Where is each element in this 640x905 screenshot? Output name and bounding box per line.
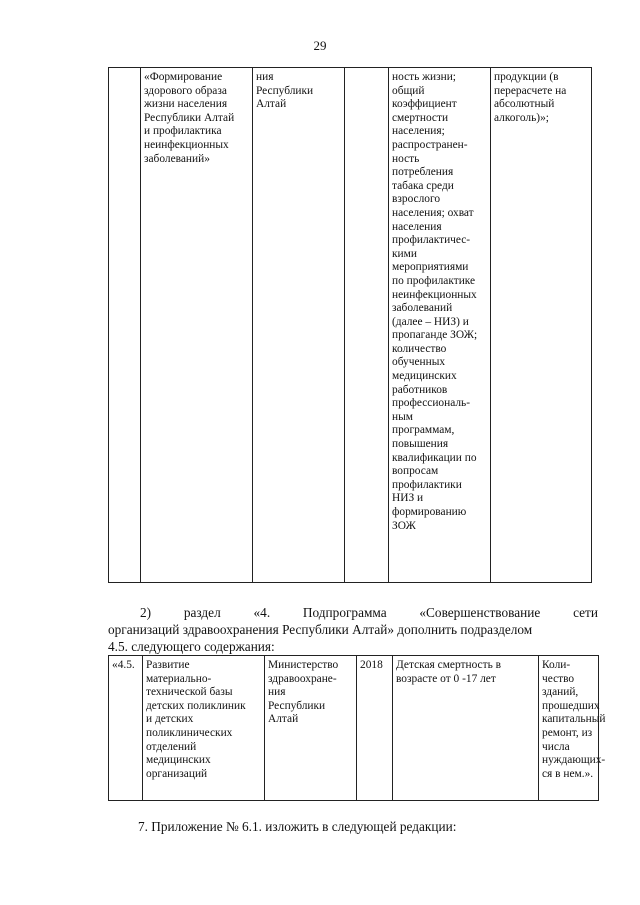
- paragraph-line-2: организаций здравоохранения Республики Алтай» дополнить подразделом: [108, 622, 533, 637]
- indicator-line: программам,: [392, 424, 455, 437]
- indicator-line: табака среди: [392, 179, 454, 192]
- cell-num: «4.5.: [109, 656, 143, 801]
- indicator-line: коэффициент: [392, 98, 457, 111]
- indicator-line: кими: [392, 247, 417, 260]
- indicator-line: медицинских: [392, 370, 457, 383]
- indicator-line: профилактичес-: [392, 234, 471, 247]
- indicator-line: взрослого: [392, 193, 441, 206]
- paragraph-item-7: 7. Приложение № 6.1. изложить в следующей редакции:: [138, 819, 457, 834]
- indicator-line: распространен-: [392, 138, 468, 151]
- indicator-line: количество: [392, 342, 447, 355]
- indicator-line: ным: [392, 410, 413, 423]
- cell-indicators: [389, 68, 491, 583]
- cell-results: продукции (в перерасчете на абсолютный алкоголь)»;: [491, 68, 592, 583]
- indicator-line: населения; охват: [392, 206, 474, 219]
- cell-result: Коли- чество зданий, прошедших капитальный ремонт, из числа нуждающих- ся в нем.».: [539, 656, 599, 801]
- indicator-line: работников: [392, 383, 448, 396]
- indicator-line: смертности: [392, 111, 449, 124]
- paragraph-item-2: [108, 604, 598, 655]
- table-row: [109, 68, 592, 583]
- indicator-line: потребления: [392, 166, 454, 179]
- cell-subprogram-name: «Формирование здорового образа жизни населения Республики Алтай и профилактика неинфекционных заболеваний»: [141, 68, 253, 583]
- indicator-line: (далее – НИЗ) и: [392, 315, 469, 328]
- page-number: 29: [313, 38, 327, 53]
- cell-indicator: Детская смертность в возрасте от 0 -17 лет: [393, 656, 539, 801]
- indicator-line: мероприятиями: [392, 261, 469, 274]
- indicator-line: повышения: [392, 438, 449, 451]
- indicator-line: ЗОЖ: [392, 519, 416, 532]
- indicator-line: общий: [392, 84, 425, 97]
- paragraph-line-3: 4.5. следующего содержания:: [108, 639, 275, 654]
- indicator-line: населения;: [392, 125, 445, 138]
- table-continuation: [108, 67, 592, 583]
- cell-ministry: Министерство здравоохране- ния Республики Алтай: [265, 656, 357, 801]
- indicator-line: населения: [392, 220, 442, 233]
- cell-num: [109, 68, 141, 583]
- cell-executor: ния Республики Алтай: [253, 68, 345, 583]
- indicator-line: по профилактике: [392, 274, 476, 287]
- indicator-line: обученных: [392, 356, 446, 369]
- table-row: [109, 656, 599, 801]
- indicator-line: заболеваний: [392, 302, 453, 315]
- indicator-line: формированию: [392, 506, 467, 518]
- indicator-line: профилактики: [392, 478, 462, 491]
- indicator-line: профессиональ-: [392, 397, 471, 410]
- table-subsection-4-5: [108, 655, 606, 801]
- paragraph-line-1: 2) раздел «4. Подпрограмма «Совершенствование сети: [140, 605, 598, 620]
- indicator-line: ность: [392, 152, 420, 165]
- indicator-line: пропаганде ЗОЖ;: [392, 329, 478, 342]
- cell-year: 2018: [357, 656, 393, 801]
- indicator-line: квалификации по: [392, 451, 477, 464]
- indicator-line: вопросам: [392, 465, 439, 478]
- indicator-line: НИЗ и: [392, 492, 424, 505]
- cell-activity-name: Развитие материально- технической базы детских поликлиник и детских поликлинических отделений медицинских организаций: [143, 656, 265, 801]
- indicator-line: неинфекционных: [392, 288, 477, 301]
- cell-year: [345, 68, 389, 583]
- indicator-line: ность жизни;: [392, 71, 456, 83]
